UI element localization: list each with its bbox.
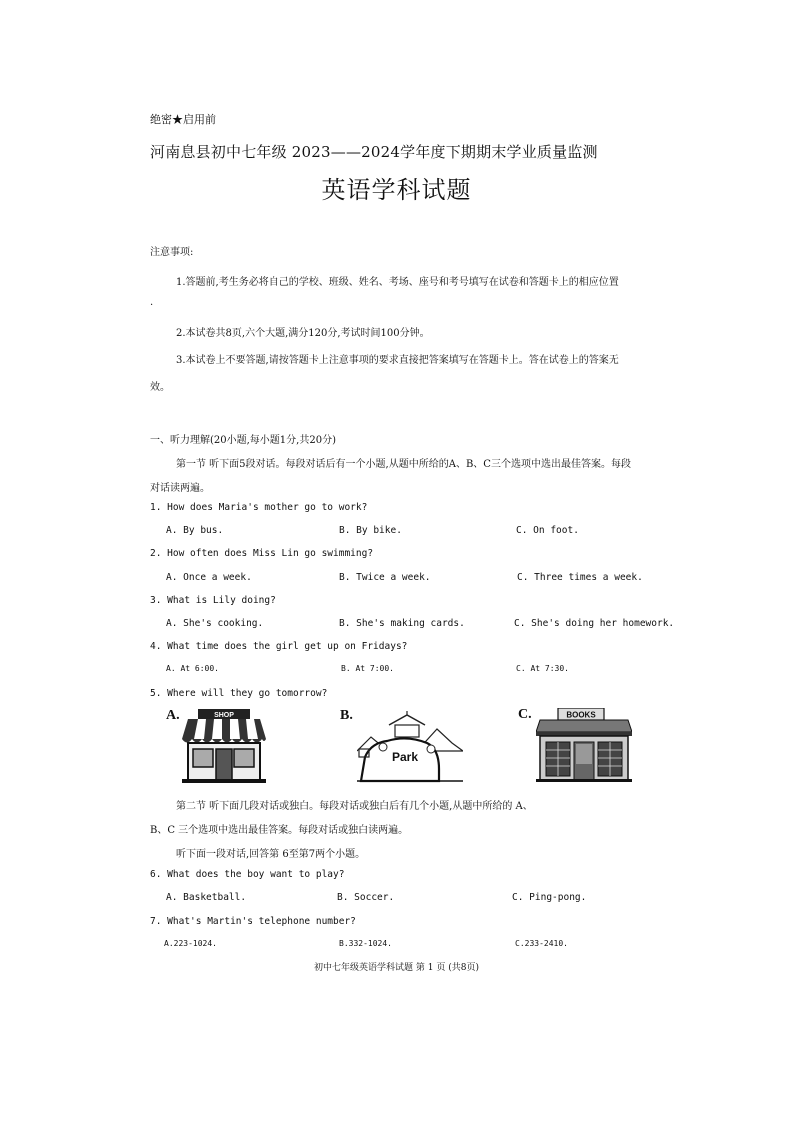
question-7-option-a: A.223-1024.	[164, 939, 217, 948]
question-3-option-b: B. She's making cards.	[339, 618, 465, 629]
park-picture	[357, 711, 463, 783]
note-3: 3.本试卷上不要答题,请按答题卡上注意事项的要求直接把答案填写在答题卡上。答在试卷上的答案无	[176, 355, 619, 366]
question-7: 7. What's Martin's telephone number?	[150, 916, 356, 927]
shop-picture	[182, 709, 266, 783]
park-sign-text: Park	[391, 750, 419, 764]
question-2: 2. How often does Miss Lin go swimming?	[150, 548, 374, 559]
question-1-option-b: B. By bike.	[339, 525, 402, 536]
part-2-instructions-continued: B、C 三个选项中选出最佳答案。每段对话或独白读两遍。	[150, 825, 409, 836]
question-1: 1. How does Maria's mother go to work?	[150, 502, 368, 513]
question-3-option-a: A. She's cooking.	[166, 618, 264, 629]
question-2-option-a: A. Once a week.	[166, 572, 252, 583]
question-1-option-a: A. By bus.	[166, 525, 224, 536]
dialogue-instruction: 听下面一段对话,回答第 6至第7两个小题。	[176, 849, 366, 860]
note-1: 1.答题前,考生务必将自己的学校、班级、姓名、考场、座号和考号填写在试卷和答题卡上的相应位置	[176, 277, 619, 288]
page-footer: 初中七年级英语学科试题 第 1 页 (共8页)	[314, 963, 479, 973]
picture-c-label: C.	[518, 707, 532, 722]
bookstore-picture	[536, 708, 632, 782]
question-6-option-c: C. Ping-pong.	[512, 892, 587, 903]
section-1-title: 一、听力理解(20小题,每小题1分,共20分)	[150, 435, 336, 446]
question-7-option-b: B.332-1024.	[339, 939, 392, 948]
exam-title: 河南息县初中七年级 2023——2024学年度下期期末学业质量监测	[150, 143, 598, 161]
question-4-option-b: B. At 7:00.	[341, 664, 394, 673]
question-6: 6. What does the boy want to play?	[150, 869, 345, 880]
question-4-option-c: C. At 7:30.	[516, 664, 569, 673]
note-1-continued: .	[150, 297, 154, 308]
picture-b-label: B.	[340, 708, 353, 723]
confidential-mark: 绝密★启用前	[150, 113, 216, 126]
question-3-option-c: C. She's doing her homework.	[514, 618, 675, 629]
question-6-option-a: A. Basketball.	[166, 892, 247, 903]
question-6-option-b: B. Soccer.	[337, 892, 395, 903]
part-1-instructions: 第一节 听下面5段对话。每段对话后有一个小题,从题中所给的A、B、C三个选项中选出最佳答案。每段	[176, 459, 631, 470]
books-sign-text: BOOKS	[566, 710, 596, 720]
question-1-option-c: C. On foot.	[516, 525, 579, 536]
picture-a-label: A.	[166, 708, 180, 723]
notes-heading: 注意事项:	[150, 247, 194, 258]
question-2-option-b: B. Twice a week.	[339, 572, 431, 583]
question-3: 3. What is Lily doing?	[150, 595, 276, 606]
question-4: 4. What time does the girl get up on Fridays?	[150, 641, 408, 652]
part-2-instructions: 第二节 听下面几段对话或独白。每段对话或独白后有几个小题,从题中所给的 A、	[176, 801, 533, 812]
question-2-option-c: C. Three times a week.	[517, 572, 643, 583]
part-1-instructions-continued: 对话读两遍。	[150, 483, 210, 494]
shop-sign-text: SHOP	[214, 712, 234, 719]
note-2: 2.本试卷共8页,六个大题,满分120分,考试时间100分钟。	[176, 328, 430, 339]
question-7-option-c: C.233-2410.	[515, 939, 568, 948]
question-4-option-a: A. At 6:00.	[166, 664, 219, 673]
subject-title: 英语学科试题	[321, 176, 472, 204]
question-5: 5. Where will they go tomorrow?	[150, 688, 328, 699]
note-3-continued: 效。	[150, 382, 170, 393]
